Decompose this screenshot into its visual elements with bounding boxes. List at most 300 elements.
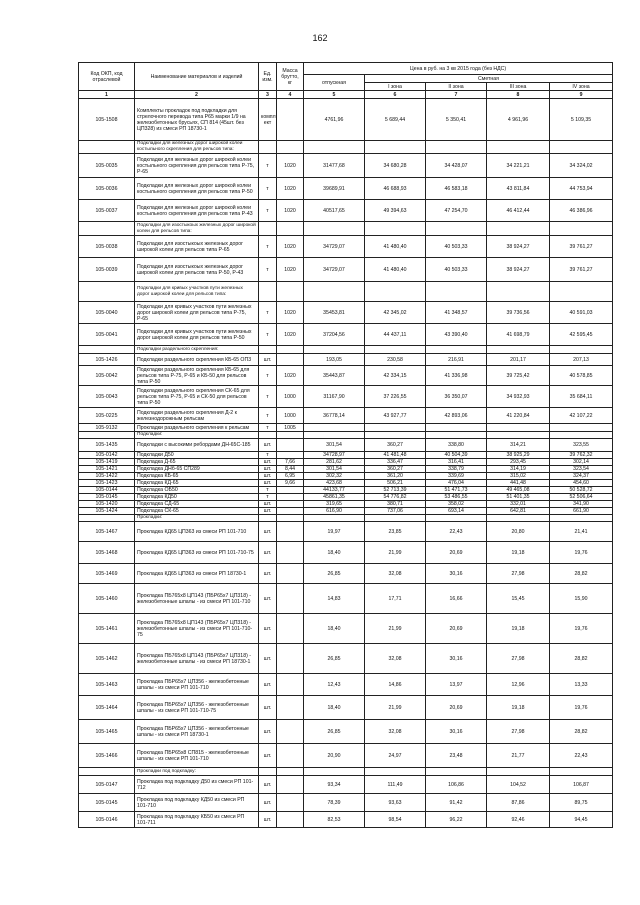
item-mass (277, 487, 304, 494)
item-name: Подкладки раздельного скрепления Д-2 к железнодорожным рельсам (135, 408, 259, 424)
table-row (79, 501, 613, 508)
price-zone-2: 339,69 (426, 473, 487, 480)
table-row (79, 424, 613, 432)
price-zone-4: 94,45 (550, 812, 613, 828)
price-zone-1: 24,97 (365, 744, 426, 768)
item-mass (277, 346, 304, 354)
header-estimate-price: Сметная (365, 75, 613, 83)
item-mass (277, 452, 304, 459)
price-zone-4 (550, 515, 613, 522)
price-zone-1: 111,49 (365, 776, 426, 794)
item-unit: шт. (259, 776, 277, 794)
price-zone-2: 5 350,41 (426, 99, 487, 141)
item-mass: 9,66 (277, 480, 304, 487)
item-name: Подкладки для изостыкоых железных дорог широкой колеи для рельсов типа Р-50, Р-43 (135, 258, 259, 282)
table-row (79, 439, 613, 452)
item-name: Прокладка ПБ765х8 ЦП143 (ПБР65х7 ЦП318) - железобетонные шпалы - из смеси РП 101-710-75 (135, 614, 259, 644)
item-unit: т (259, 178, 277, 200)
table-row (79, 508, 613, 515)
item-mass (277, 508, 304, 515)
price-zone-1: 14,86 (365, 674, 426, 696)
price-zone-3 (487, 515, 550, 522)
price-release: 281,62 (304, 459, 365, 466)
item-mass: 6,95 (277, 473, 304, 480)
item-mass: 1020 (277, 302, 304, 324)
table-row (79, 258, 613, 282)
price-zone-1: 37 226,55 (365, 386, 426, 408)
table-row (79, 178, 613, 200)
table-row (79, 459, 613, 466)
price-zone-4: 39 761,27 (550, 236, 613, 258)
item-unit: т (259, 494, 277, 501)
price-release: 616,90 (304, 508, 365, 515)
item-code (79, 141, 135, 154)
item-unit: т (259, 366, 277, 386)
price-zone-1: 46 688,93 (365, 178, 426, 200)
price-zone-3: 20,80 (487, 522, 550, 542)
item-mass (277, 564, 304, 584)
item-mass: 1020 (277, 236, 304, 258)
item-mass: 1005 (277, 424, 304, 432)
item-code: 105-0039 (79, 258, 135, 282)
price-zone-3: 314,19 (487, 466, 550, 473)
price-release (304, 141, 365, 154)
item-unit: т (259, 452, 277, 459)
header-zone-4: IV зона (550, 83, 613, 91)
item-code: 105-1426 (79, 354, 135, 366)
item-mass (277, 776, 304, 794)
price-zone-2: 40 503,33 (426, 236, 487, 258)
price-release: 36778,14 (304, 408, 365, 424)
price-zone-2: 476,04 (426, 480, 487, 487)
item-name: Подкладки для кривых участков пути железных дорог широкой колеи для рельсов типа Р-75, Р-65 (135, 302, 259, 324)
price-zone-2: 16,66 (426, 584, 487, 614)
item-unit (259, 222, 277, 236)
item-code (79, 346, 135, 354)
item-code: 105-0036 (79, 178, 135, 200)
price-zone-4 (550, 282, 613, 302)
item-name: Подкладки для железных дорог широкой колеи костыльного скрепления для рельсов типа Р-43 (135, 200, 259, 222)
price-zone-3 (487, 768, 550, 776)
price-zone-3: 21,77 (487, 744, 550, 768)
price-zone-3: 39 725,42 (487, 366, 550, 386)
item-code: 105-0144 (79, 487, 135, 494)
price-zone-4: 35 684,11 (550, 386, 613, 408)
item-name: Подкладка КБ-65 (135, 473, 259, 480)
column-number: 5 (304, 91, 365, 99)
item-name: Подкладка ДНб-65 СП289 (135, 466, 259, 473)
price-zone-3: 293,45 (487, 459, 550, 466)
price-zone-2: 41 348,57 (426, 302, 487, 324)
item-code: 105-1464 (79, 696, 135, 720)
price-zone-3: 104,52 (487, 776, 550, 794)
item-name: Прокладка ПБ765х8 ЦП143 (ПБР65х7 ЦП318) - железобетонные шпалы - из смеси РП 101-710 (135, 584, 259, 614)
price-zone-2: 30,16 (426, 564, 487, 584)
price-release: 18,40 (304, 696, 365, 720)
price-zone-2: 34 428,07 (426, 154, 487, 178)
price-zone-1: 17,71 (365, 584, 426, 614)
section-row (79, 222, 613, 236)
item-name: Подкладки для железных дорог широкой колеи костыльного скрепления для рельсов типа Р-75, Р-65 (135, 154, 259, 178)
item-name: Подкладки для кривых участков пути железных дорог широкой колеи для рельсов типа Р-50 (135, 324, 259, 346)
price-zone-1: 5 689,44 (365, 99, 426, 141)
header-release-price: отпускная (304, 75, 365, 91)
table-row (79, 794, 613, 812)
price-zone-1: 21,99 (365, 614, 426, 644)
price-release: 40517,65 (304, 200, 365, 222)
item-code: 105-1422 (79, 473, 135, 480)
item-unit: т (259, 302, 277, 324)
price-zone-3 (487, 432, 550, 439)
price-zone-3: 49 465,08 (487, 487, 550, 494)
header-zone-3: III зона (487, 83, 550, 91)
item-name: Подкладка СК-65 (135, 508, 259, 515)
item-name: Подкладка КД-65 (135, 480, 259, 487)
item-name: Подкладки для изостыкоых железных дорог широкой колеи для рельсов типа Р-65 (135, 236, 259, 258)
item-mass (277, 720, 304, 744)
column-number: 6 (365, 91, 426, 99)
price-zone-3: 34 221,21 (487, 154, 550, 178)
item-unit: шт. (259, 744, 277, 768)
price-zone-1: 21,99 (365, 542, 426, 564)
price-zone-3: 39 736,56 (487, 302, 550, 324)
price-zone-1: 360,27 (365, 439, 426, 452)
item-code: 105-1461 (79, 614, 135, 644)
item-name: Прокладка ПБР65х7 ЦП356 - железобетонные шпалы - из смеси РП 18730-1 (135, 720, 259, 744)
price-release: 82,53 (304, 812, 365, 828)
table-row (79, 473, 613, 480)
price-zone-1: 41 480,40 (365, 258, 426, 282)
price-zone-1: 42 345,02 (365, 302, 426, 324)
price-zone-3: 19,18 (487, 614, 550, 644)
price-zone-4 (550, 141, 613, 154)
price-zone-1: 230,58 (365, 354, 426, 366)
price-zone-2: 338,80 (426, 439, 487, 452)
price-zone-1: 380,71 (365, 501, 426, 508)
item-unit: шт. (259, 354, 277, 366)
item-unit: шт. (259, 674, 277, 696)
item-name: Подкладки раздельного скрепления СК-65 для рельсов типа Р-75, Р-65 и СК-50 для рельсов типа Р-50 (135, 386, 259, 408)
item-name: Прокладки: (135, 515, 259, 522)
item-unit: шт. (259, 480, 277, 487)
price-zone-4: 13,33 (550, 674, 613, 696)
item-name: Подкладки Д50 (135, 452, 259, 459)
table-row (79, 564, 613, 584)
table-row (79, 466, 613, 473)
item-mass: 1000 (277, 386, 304, 408)
price-zone-2: 46 583,18 (426, 178, 487, 200)
price-zone-2: 338,79 (426, 466, 487, 473)
item-mass (277, 644, 304, 674)
item-mass (277, 794, 304, 812)
price-release: 319,65 (304, 501, 365, 508)
table-row (79, 99, 613, 141)
price-zone-4: 39 762,32 (550, 452, 613, 459)
item-mass: 1020 (277, 178, 304, 200)
price-zone-2 (426, 768, 487, 776)
price-release: 20,90 (304, 744, 365, 768)
item-unit: шт. (259, 564, 277, 584)
price-zone-3: 15,45 (487, 584, 550, 614)
price-zone-4 (550, 346, 613, 354)
price-zone-2 (426, 424, 487, 432)
item-code: 105-0043 (79, 386, 135, 408)
column-number: 2 (135, 91, 259, 99)
item-mass (277, 282, 304, 302)
item-name: Прокладка ПБ765х8 ЦП143 (ПБР65х7 ЦП318) - железобетонные шпалы - из смеси РП 18730-1 (135, 644, 259, 674)
section-row (79, 768, 613, 776)
price-release: 26,85 (304, 720, 365, 744)
item-code: 105-1460 (79, 584, 135, 614)
item-unit: шт. (259, 466, 277, 473)
price-zone-4: 661,90 (550, 508, 613, 515)
item-name: Подкладка КД50 (135, 494, 259, 501)
price-zone-3 (487, 141, 550, 154)
price-release: 78,39 (304, 794, 365, 812)
price-zone-2 (426, 346, 487, 354)
price-zone-3: 314,21 (487, 439, 550, 452)
price-zone-4: 323,54 (550, 466, 613, 473)
price-release: 34729,07 (304, 236, 365, 258)
price-zone-4: 5 109,35 (550, 99, 613, 141)
item-code: 105-1420 (79, 501, 135, 508)
price-zone-2: 216,91 (426, 354, 487, 366)
item-unit: шт. (259, 439, 277, 452)
price-zone-1: 41 480,40 (365, 236, 426, 258)
price-zone-3: 41 220,84 (487, 408, 550, 424)
table-row (79, 200, 613, 222)
item-name: Подкладки раздельного скрепления: (135, 346, 259, 354)
price-zone-1 (365, 432, 426, 439)
table-row (79, 776, 613, 794)
price-zone-1: 336,47 (365, 459, 426, 466)
table-row (79, 720, 613, 744)
price-release: 44133,77 (304, 487, 365, 494)
price-zone-1: 23,85 (365, 522, 426, 542)
table-row (79, 480, 613, 487)
price-zone-3: 19,18 (487, 696, 550, 720)
item-code (79, 768, 135, 776)
price-zone-2 (426, 432, 487, 439)
item-mass: 1020 (277, 154, 304, 178)
item-code: 105-0042 (79, 366, 135, 386)
price-release (304, 346, 365, 354)
table-row (79, 487, 613, 494)
price-release: 93,34 (304, 776, 365, 794)
price-zone-3: 38 925,29 (487, 452, 550, 459)
item-mass: 1020 (277, 258, 304, 282)
price-table (78, 62, 613, 828)
price-zone-1 (365, 282, 426, 302)
column-number: 7 (426, 91, 487, 99)
price-zone-1: 361,20 (365, 473, 426, 480)
header-zone-1: I зона (365, 83, 426, 91)
item-unit: шт. (259, 473, 277, 480)
item-unit: компл ект (259, 99, 277, 141)
item-code: 105-1462 (79, 644, 135, 674)
price-zone-1: 32,08 (365, 644, 426, 674)
item-mass (277, 768, 304, 776)
price-release: 18,40 (304, 542, 365, 564)
item-mass (277, 542, 304, 564)
item-unit (259, 141, 277, 154)
item-mass: 8,44 (277, 466, 304, 473)
price-zone-1 (365, 768, 426, 776)
table-row (79, 542, 613, 564)
price-zone-2: 106,86 (426, 776, 487, 794)
price-zone-4: 42 595,45 (550, 324, 613, 346)
item-code: 105-1508 (79, 99, 135, 141)
section-row (79, 282, 613, 302)
item-unit (259, 346, 277, 354)
item-code: 105-0037 (79, 200, 135, 222)
header-zone-2: II зона (426, 83, 487, 91)
price-zone-4: 19,76 (550, 542, 613, 564)
header-name: Наименование материалов и изделий (135, 63, 259, 91)
item-name: Прокладка ПБР65х7 ЦП356 - железобетонные шпалы - из смеси РП 101-710-75 (135, 696, 259, 720)
price-release: 37204,56 (304, 324, 365, 346)
price-zone-2: 36 350,07 (426, 386, 487, 408)
price-release: 34729,07 (304, 258, 365, 282)
item-mass (277, 584, 304, 614)
price-release: 301,54 (304, 466, 365, 473)
item-name: Подкладки: (135, 432, 259, 439)
price-release: 301,54 (304, 439, 365, 452)
table-row (79, 614, 613, 644)
table-row (79, 154, 613, 178)
price-release (304, 432, 365, 439)
table-row (79, 812, 613, 828)
table-row (79, 386, 613, 408)
price-zone-2 (426, 141, 487, 154)
price-zone-1: 32,08 (365, 564, 426, 584)
price-zone-1: 44 437,11 (365, 324, 426, 346)
price-zone-4: 454,60 (550, 480, 613, 487)
item-mass (277, 99, 304, 141)
item-code: 105-0142 (79, 452, 135, 459)
item-name: Подкладка ОБ50 (135, 487, 259, 494)
item-mass: 1020 (277, 324, 304, 346)
item-mass (277, 696, 304, 720)
price-zone-1: 98,54 (365, 812, 426, 828)
price-release: 423,68 (304, 480, 365, 487)
price-zone-2 (426, 282, 487, 302)
price-zone-3: 87,86 (487, 794, 550, 812)
header-mass: Масса брутто, кг (277, 63, 304, 91)
item-mass (277, 515, 304, 522)
item-code: 105-1468 (79, 542, 135, 564)
column-number: 3 (259, 91, 277, 99)
price-zone-2: 30,16 (426, 644, 487, 674)
item-mass (277, 222, 304, 236)
price-release (304, 515, 365, 522)
price-release (304, 768, 365, 776)
price-zone-4 (550, 222, 613, 236)
item-code: 105-1435 (79, 439, 135, 452)
item-code: 105-9132 (79, 424, 135, 432)
table-row (79, 522, 613, 542)
item-unit: шт. (259, 501, 277, 508)
item-name: Прокладки раздельного скрепления к рельсам (135, 424, 259, 432)
price-zone-2: 20,69 (426, 614, 487, 644)
item-unit: т (259, 154, 277, 178)
price-zone-2: 40 504,39 (426, 452, 487, 459)
price-zone-4: 341,90 (550, 501, 613, 508)
item-unit: т (259, 487, 277, 494)
item-name: Прокладка под подкладку КД50 из смеси РП 101-710 (135, 794, 259, 812)
price-zone-4: 40 578,85 (550, 366, 613, 386)
item-name: Подкладки для железных дорог широкой колеи костыльного скрепления для рельсов типа: (135, 141, 259, 154)
item-name: Подкладки раздельного скрепления КБ-65 ОП3 (135, 354, 259, 366)
item-unit: т (259, 408, 277, 424)
price-zone-4 (550, 432, 613, 439)
item-mass (277, 501, 304, 508)
item-unit: т (259, 200, 277, 222)
price-zone-4: 46 386,96 (550, 200, 613, 222)
price-zone-3: 51 401,35 (487, 494, 550, 501)
item-code: 105-0035 (79, 154, 135, 178)
column-number: 9 (550, 91, 613, 99)
price-zone-2: 53 486,55 (426, 494, 487, 501)
price-zone-2: 51 471,73 (426, 487, 487, 494)
price-zone-3: 642,81 (487, 508, 550, 515)
item-unit: т (259, 324, 277, 346)
price-zone-2: 96,22 (426, 812, 487, 828)
price-zone-2: 13,97 (426, 674, 487, 696)
price-zone-3: 34 932,93 (487, 386, 550, 408)
price-zone-2 (426, 515, 487, 522)
section-row (79, 346, 613, 354)
table-row (79, 744, 613, 768)
price-release: 14,83 (304, 584, 365, 614)
item-name: Прокладки под подкладку: (135, 768, 259, 776)
price-zone-2: 22,43 (426, 522, 487, 542)
item-unit: шт. (259, 542, 277, 564)
item-mass: 1000 (277, 408, 304, 424)
table-row (79, 494, 613, 501)
price-release: 34728,97 (304, 452, 365, 459)
header-price-group: Цена в руб. на 3 кв 2015 года (без НДС) (304, 63, 613, 75)
price-zone-1: 506,21 (365, 480, 426, 487)
item-name: Подкладки для кривых участков пути железных дорог широкой колеи для рельсов типа: (135, 282, 259, 302)
item-code: 105-1463 (79, 674, 135, 696)
price-zone-3: 92,46 (487, 812, 550, 828)
item-code: 105-1465 (79, 720, 135, 744)
item-unit: т (259, 386, 277, 408)
item-unit (259, 768, 277, 776)
price-zone-3: 38 924,27 (487, 236, 550, 258)
price-zone-4: 106,87 (550, 776, 613, 794)
price-zone-3: 43 811,84 (487, 178, 550, 200)
price-zone-3: 441,48 (487, 480, 550, 487)
item-mass (277, 812, 304, 828)
item-unit: шт. (259, 812, 277, 828)
price-zone-3 (487, 346, 550, 354)
item-unit: т (259, 236, 277, 258)
section-row (79, 515, 613, 522)
price-release: 45861,35 (304, 494, 365, 501)
price-zone-3: 4 961,96 (487, 99, 550, 141)
price-zone-1: 41 481,48 (365, 452, 426, 459)
table-row (79, 366, 613, 386)
item-code: 105-0146 (79, 812, 135, 828)
price-zone-2: 20,69 (426, 542, 487, 564)
price-zone-4 (550, 768, 613, 776)
item-code: 105-1467 (79, 522, 135, 542)
item-mass: 1020 (277, 366, 304, 386)
table-row (79, 408, 613, 424)
item-unit: т (259, 258, 277, 282)
